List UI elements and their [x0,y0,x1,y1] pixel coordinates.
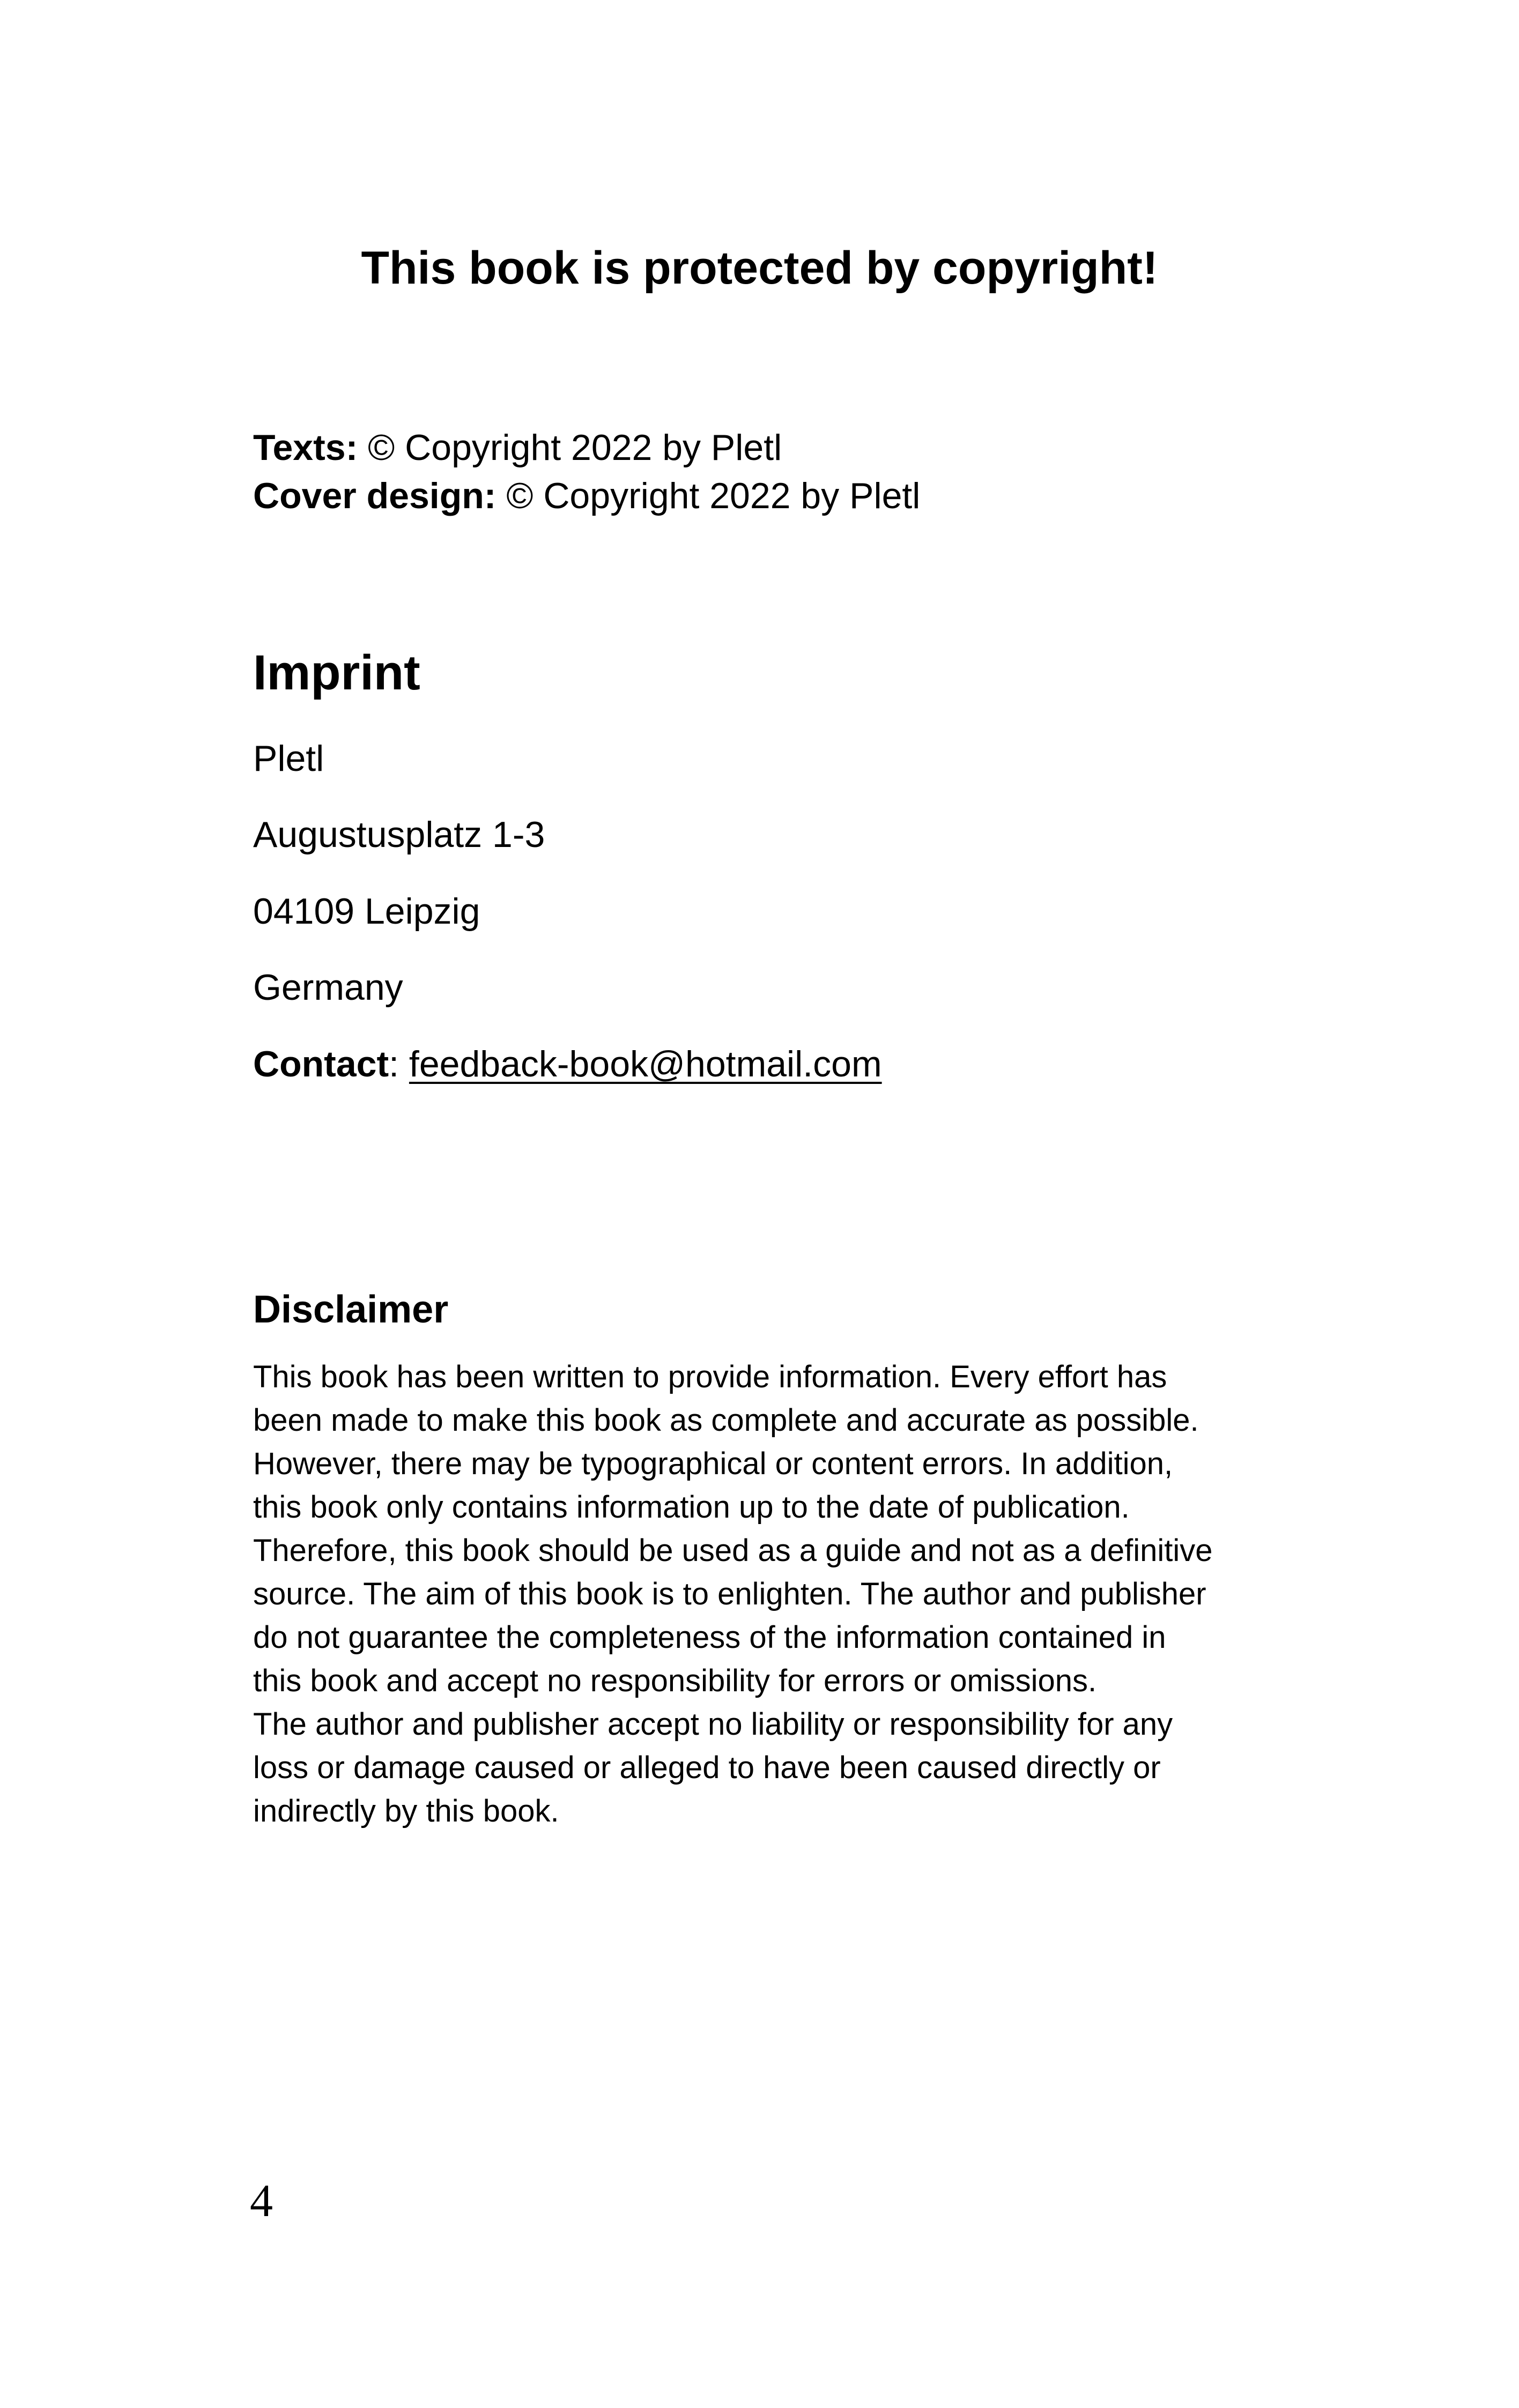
disclaimer-text [253,1355,1272,1833]
texts-copyright-value: © Copyright 2022 by Pletl [368,427,782,468]
disclaimer-line: do not guarantee the completeness of the information contained in [253,1620,1166,1655]
contact-email-link[interactable]: feedback-book@hotmail.com [409,1044,882,1084]
disclaimer-line: However, there may be typographical or content errors. In addition, [253,1446,1173,1481]
texts-copyright-line [253,423,920,472]
disclaimer-line: Therefore, this book should be used as a guide and not as a definitive [253,1533,1213,1568]
page-number: 4 [250,2175,273,2226]
disclaimer-heading: Disclaimer [253,1288,449,1331]
disclaimer-line: indirectly by this book. [253,1794,559,1829]
disclaimer-line: The author and publisher accept no liability or responsibility for any [253,1707,1173,1742]
disclaimer-line: This book has been written to provide information. Every effort has [253,1359,1167,1394]
contact-line [253,1040,882,1088]
disclaimer-line: loss or damage caused or alleged to have been caused directly or [253,1750,1161,1785]
contact-label: Contact [253,1044,389,1084]
page-title: This book is protected by copyright! [361,242,1158,294]
cover-design-label: Cover design: [253,475,497,516]
disclaimer-line: been made to make this book as complete and accurate as possible. [253,1403,1199,1438]
postal-city: 04109 Leipzig [253,891,480,932]
cover-design-copyright-value: © Copyright 2022 by Pletl [506,475,921,516]
imprint-heading: Imprint [253,645,420,700]
country: Germany [253,967,403,1008]
disclaimer-line: source. The aim of this book is to enlighten. The author and publisher [253,1577,1206,1611]
street-address: Augustusplatz 1-3 [253,814,545,855]
contact-separator: : [389,1044,399,1084]
copyright-block [253,423,920,520]
texts-label: Texts: [253,427,358,468]
disclaimer-line: this book and accept no responsibility for errors or omissions. [253,1663,1097,1698]
disclaimer-line: this book only contains information up to the date of publication. [253,1490,1130,1525]
cover-copyright-line [253,472,920,520]
publisher-name: Pletl [253,738,324,779]
